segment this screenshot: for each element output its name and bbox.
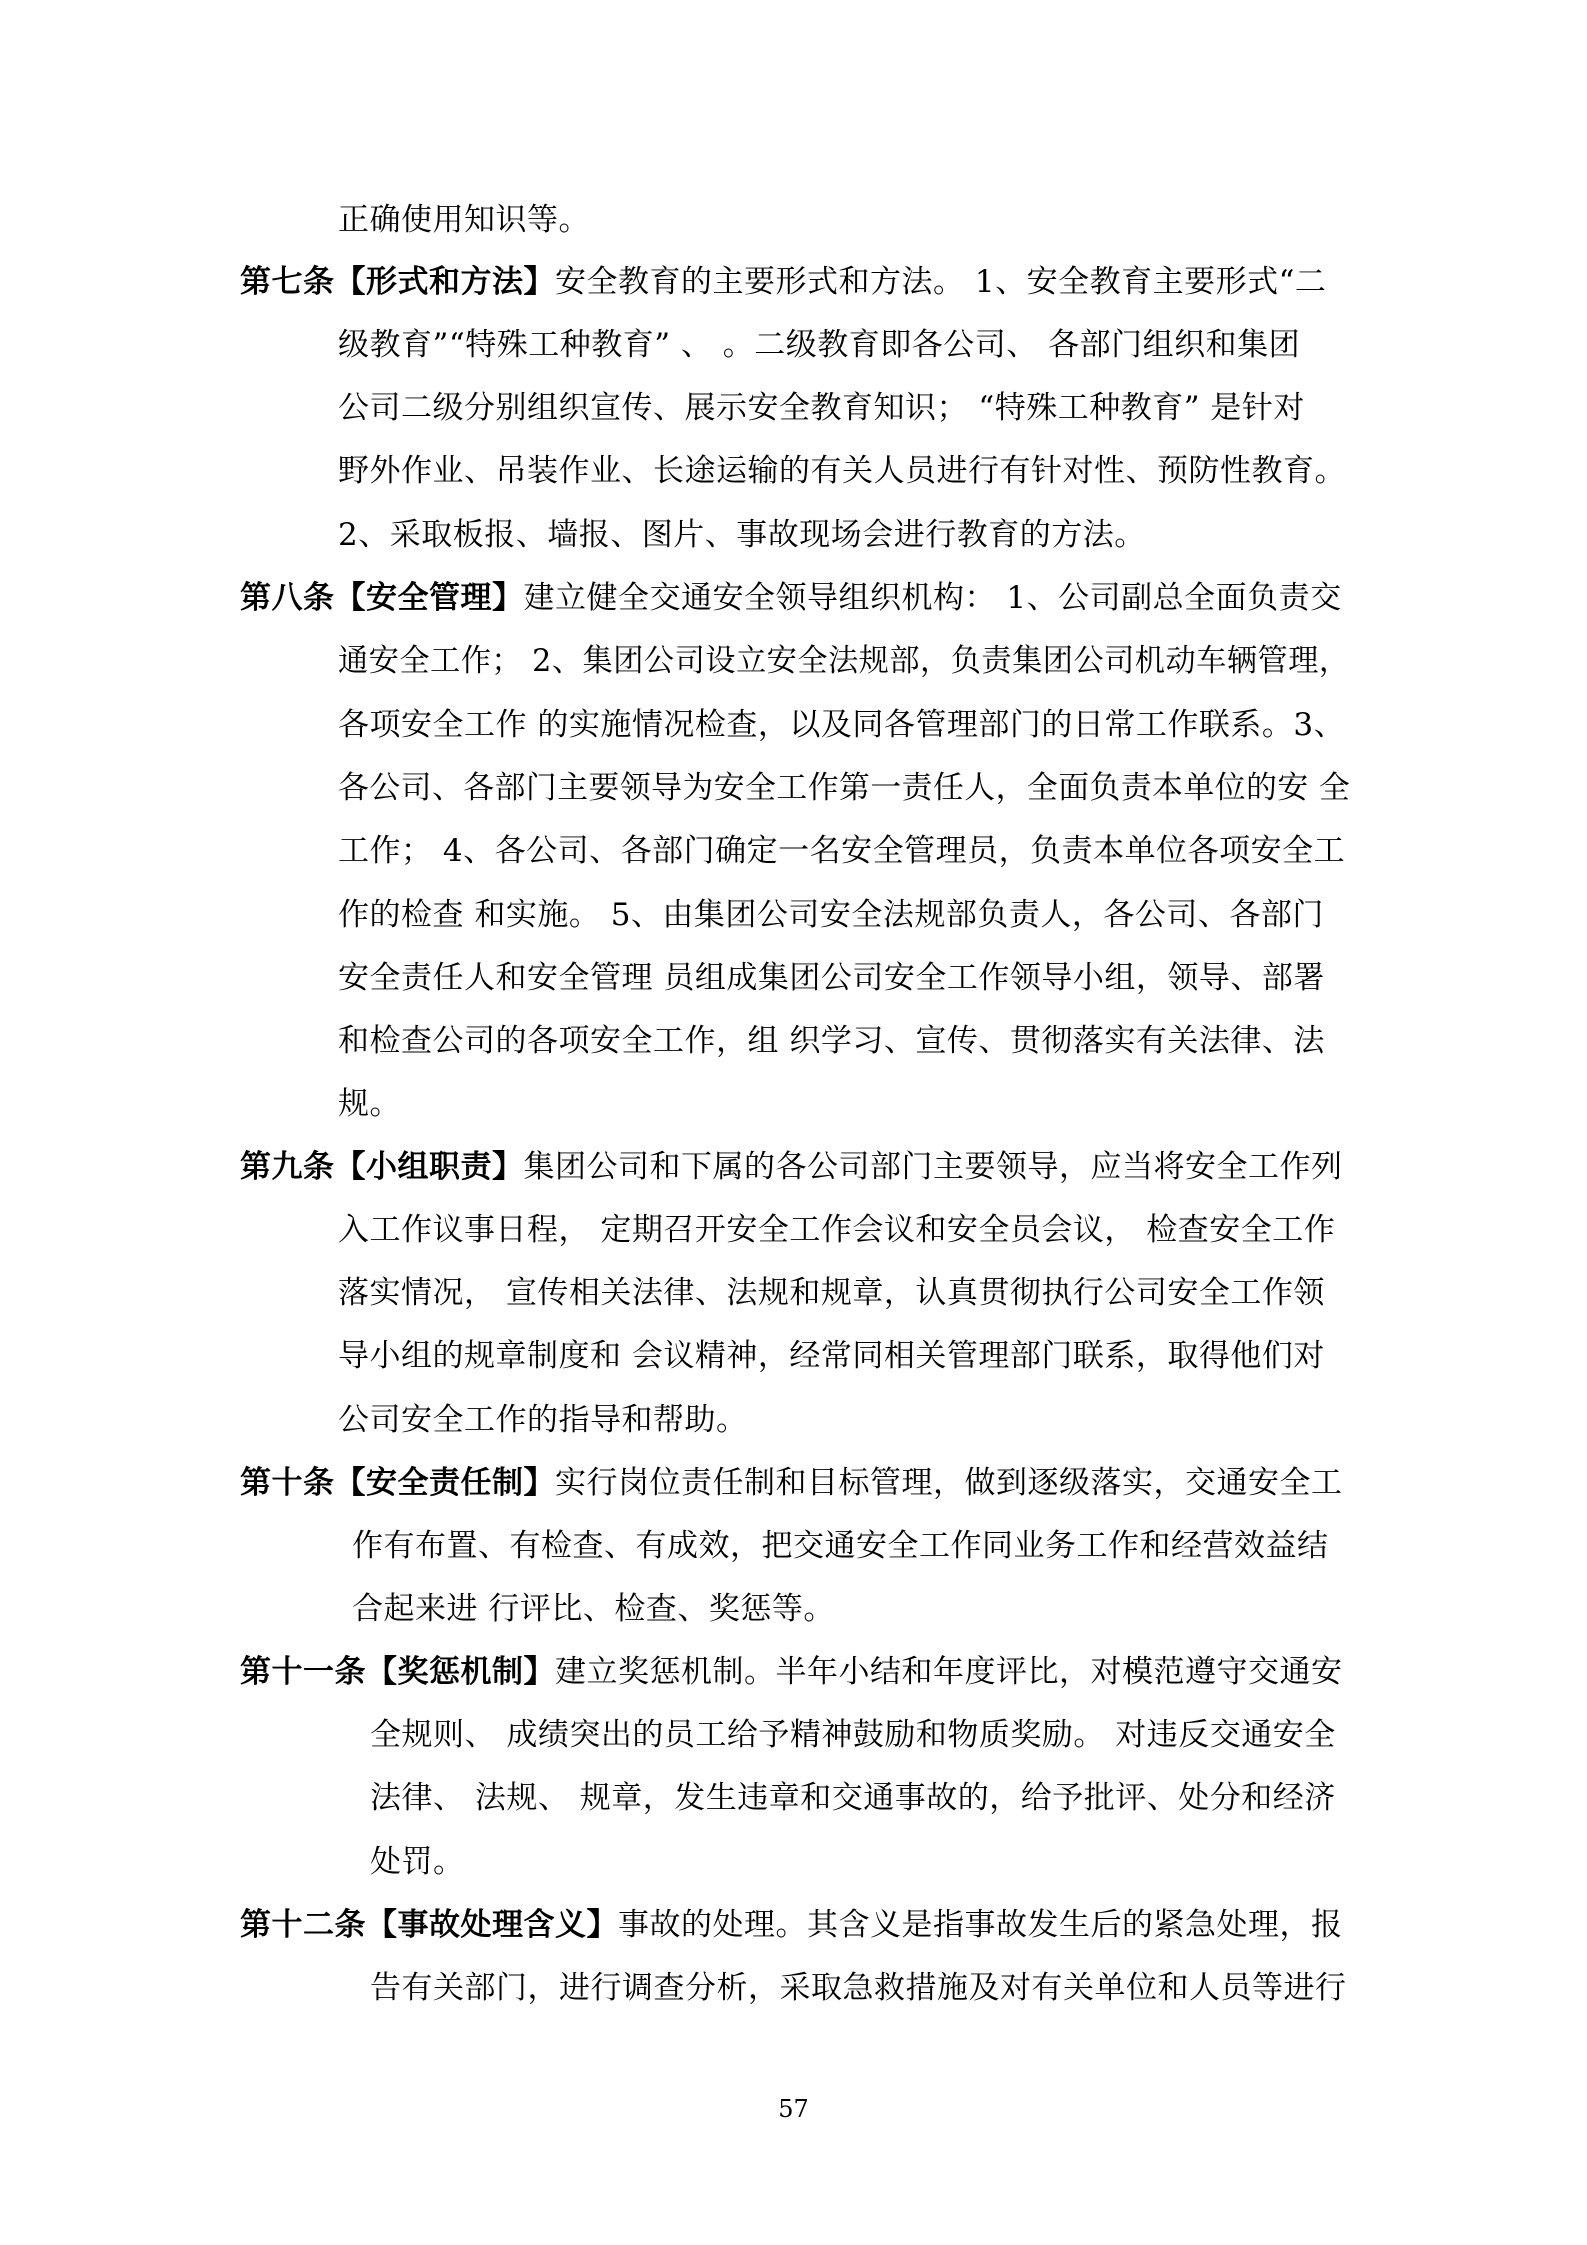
article-8-line-9: 规。 — [338, 1086, 401, 1122]
article-11-first-line — [240, 1652, 1343, 1692]
article-11-heading: 第十一条【奖惩机制】 — [240, 1654, 555, 1690]
article-7-line-4: 野外作业、吊装作业、长途运输的有关人员进行有针对性、预防性教育。 — [338, 453, 1346, 489]
article-8-line-8: 和检查公司的各项安全工作，组 织学习、宣传、贯彻落实有关法律、法 — [338, 1023, 1325, 1059]
article-8-first-line — [240, 578, 1342, 618]
article-8-line-2: 通安全工作； 2、集团公司设立安全法规部，负责集团公司机动车辆管理， — [338, 643, 1350, 679]
article-11-line-4: 处罚。 — [370, 1844, 465, 1880]
article-8-line-7: 安全责任人和安全管理 员组成集团公司安全工作领导小组，领导、部署 — [338, 960, 1325, 996]
article-12-heading: 第十二条【事故处理含义】 — [240, 1907, 618, 1943]
article-8-line-5: 工作； 4、各公司、各部门确定一名安全管理员，负责本单位各项安全工 — [338, 833, 1346, 869]
article-11-line-2: 全规则、 成绩突出的员工给予精神鼓励和物质奖励。 对违反交通安全 — [370, 1717, 1336, 1753]
article-12-line-2: 告有关部门，进行调查分析，采取急救措施及对有关单位和人员等进行 — [370, 1970, 1347, 2006]
article-7-line-3: 公司二级分别组织宣传、展示安全教育知识； “特殊工种教育” 是针对 — [338, 390, 1305, 426]
article-7-line-5: 2、采取板报、墙报、图片、事故现场会进行教育的方法。 — [338, 517, 1146, 553]
article-10-first-line — [240, 1463, 1343, 1503]
article-9-line-2: 入工作议事日程， 定期召开安全工作会议和安全员会议， 检查安全工作 — [338, 1212, 1336, 1248]
article-8-line-3: 各项安全工作 的实施情况检查，以及同各管理部门的日常工作联系。3、 — [338, 707, 1346, 743]
article-7-line-2: 级教育”“特殊工种教育” 、 。二级教育即各公司、 各部门组织和集团 — [338, 327, 1301, 363]
article-11-line-3: 法律、 法规、 规章，发生违章和交通事故的，给予批评、处分和经济 — [370, 1780, 1336, 1816]
page-number: 57 — [778, 2095, 809, 2123]
article-10-line-2: 作有布置、有检查、有成效，把交通安全工作同业务工作和经营效益结 — [352, 1528, 1329, 1564]
article-7-first-line — [240, 262, 1326, 302]
article-8-heading: 第八条【安全管理】 — [240, 580, 524, 616]
article-9-line-4: 导小组的规章制度和 会议精神，经常同相关管理部门联系，取得他们对 — [338, 1338, 1325, 1374]
article-7-heading: 第七条【形式和方法】 — [240, 264, 555, 300]
article-9-first-line — [240, 1147, 1343, 1187]
article-9-line-3: 落实情况， 宣传相关法律、法规和规章，认真贯彻执行公司安全工作领 — [338, 1275, 1325, 1311]
article-9-line-1: 集团公司和下属的各公司部门主要领导，应当将安全工作列 — [523, 1149, 1343, 1185]
article-10-line-3: 合起来进 行评比、检查、奖惩等。 — [352, 1591, 835, 1627]
article-8-line-1: 建立健全交通安全领导组织机构： 1、公司副总全面负责交 — [523, 580, 1342, 616]
article-8-line-6: 作的检查 和实施。 5、由集团公司安全法规部负责人，各公司、各部门 — [338, 897, 1324, 933]
article-12-first-line — [240, 1905, 1343, 1945]
article-7-line-1: 安全教育的主要形式和方法。 1、安全教育主要形式“二 — [555, 264, 1327, 300]
article-12-line-1: 事故的处理。其含义是指事故发生后的紧急处理，报 — [618, 1907, 1343, 1943]
article-8-line-4: 各公司、各部门主要领导为安全工作第一责任人，全面负责本单位的安 全 — [338, 770, 1351, 806]
article-9-line-5: 公司安全工作的指导和帮助。 — [338, 1402, 748, 1438]
article-10-line-1: 实行岗位责任制和目标管理，做到逐级落实，交通安全工 — [555, 1465, 1343, 1501]
article-10-heading: 第十条【安全责任制】 — [240, 1465, 555, 1501]
article-9-heading: 第九条【小组职责】 — [240, 1149, 524, 1185]
article-11-line-1: 建立奖惩机制。半年小结和年度评比，对模范遵守交通安 — [555, 1654, 1343, 1690]
continuation-line: 正确使用知识等。 — [338, 202, 590, 238]
